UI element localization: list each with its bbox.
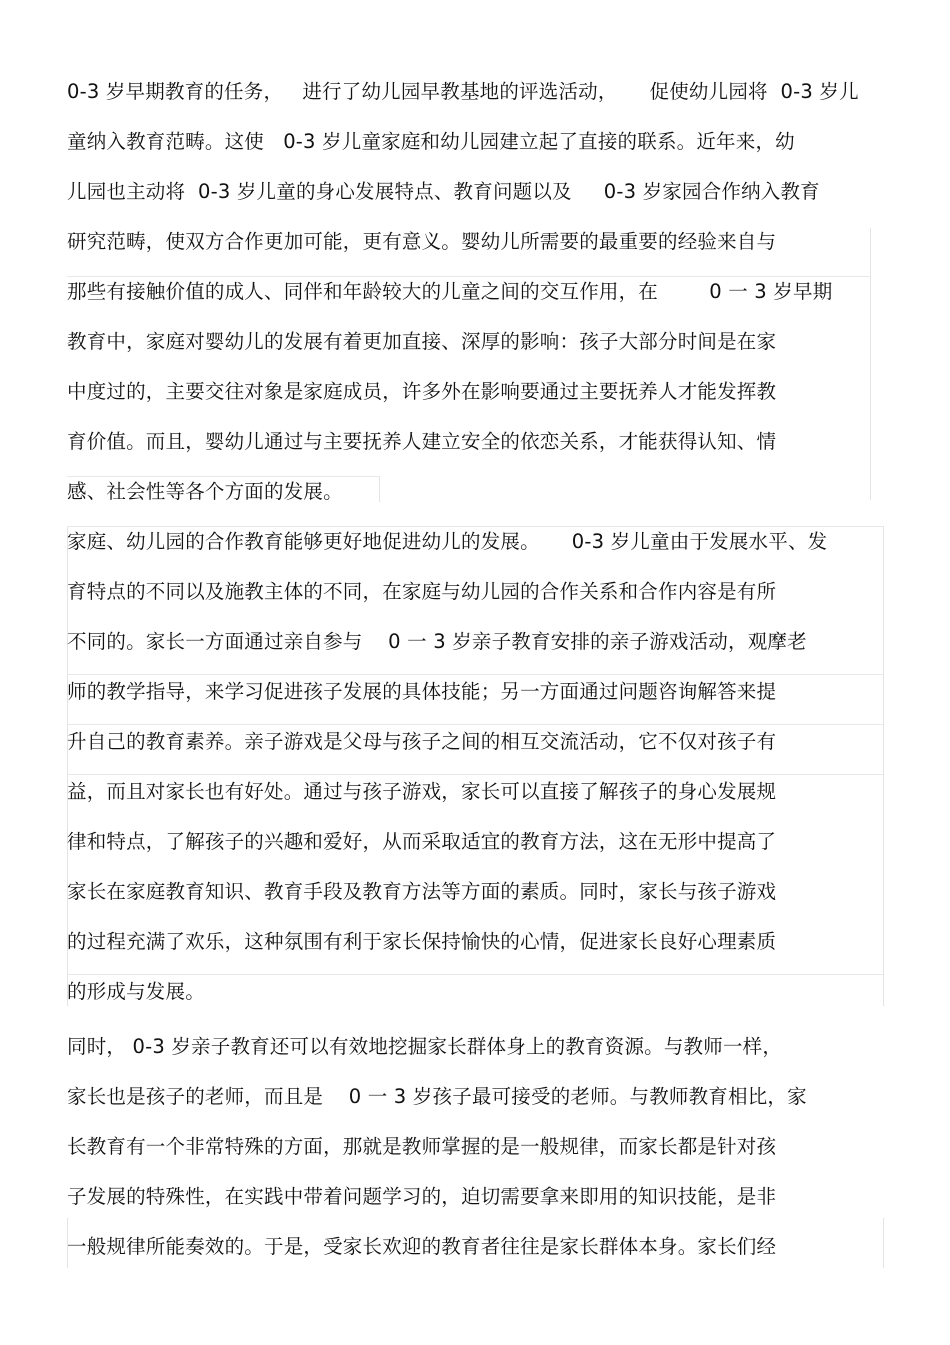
text-line: 同时， 0-3 岁亲子教育还可以有效地挖掘家长群体身上的教育资源。与教师一样， [67, 1035, 783, 1058]
text-line: 教育中，家庭对婴幼儿的发展有着更加直接、深厚的影响：孩子大部分时间是在家 [67, 330, 777, 353]
text-line: 的形成与发展。 [67, 980, 205, 1003]
text-line: 的过程充满了欢乐，这种氛围有利于家长保持愉快的心情，促进家长良好心理素质 [67, 930, 777, 953]
text-line: 不同的。家长一方面通过亲自参与 0 一 3 岁亲子教育安排的亲子游戏活动，观摩老 [67, 630, 807, 653]
text-line: 律和特点，了解孩子的兴趣和爱好，从而采取适宜的教育方法，这在无形中提高了 [67, 830, 777, 853]
text-line: 家长也是孩子的老师，而且是 0 一 3 岁孩子最可接受的老师。与教师教育相比，家 [67, 1085, 807, 1108]
scan-rule [67, 724, 883, 725]
text-line: 师的教学指导，来学习促进孩子发展的具体技能；另一方面通过问题咨询解答来提 [67, 680, 777, 703]
text-line: 0-3 岁早期教育的任务， 进行了幼儿园早教基地的评选活动， 促使幼儿园将 0-3 岁儿 [67, 80, 859, 103]
scan-rule [67, 526, 883, 527]
text-line: 长教育有一个非常特殊的方面，那就是教师掌握的是一般规律，而家长都是针对孩 [67, 1135, 777, 1158]
scan-rule [883, 1218, 884, 1268]
scan-rule [67, 276, 871, 277]
text-line: 升自己的教育素养。亲子游戏是父母与孩子之间的相互交流活动，它不仅对孩子有 [67, 730, 777, 753]
text-line: 中度过的，主要交往对象是家庭成员，许多外在影响要通过主要抚养人才能发挥教 [67, 380, 777, 403]
text-line: 研究范畴，使双方合作更加可能，更有意义。婴幼儿所需要的最重要的经验来自与 [67, 230, 777, 253]
scan-rule [67, 674, 883, 675]
text-line: 子发展的特殊性，在实践中带着问题学习的，迫切需要拿来即用的知识技能，是非 [67, 1185, 777, 1208]
text-line: 家庭、幼儿园的合作教育能够更好地促进幼儿的发展。 0-3 岁儿童由于发展水平、发 [67, 530, 828, 553]
text-line: 童纳入教育范畴。这使 0-3 岁儿童家庭和幼儿园建立起了直接的联系。近年来，幼 [67, 130, 795, 153]
scan-rule [67, 974, 883, 975]
text-line: 育特点的不同以及施教主体的不同，在家庭与幼儿园的合作关系和合作内容是有所 [67, 580, 777, 603]
scan-rule [67, 476, 379, 477]
text-line: 一般规律所能奏效的。于是，受家长欢迎的教育者往往是家长群体本身。家长们经 [67, 1235, 777, 1258]
scan-rule [883, 526, 884, 1006]
text-line: 那些有接触价值的成人、同伴和年龄较大的儿童之间的交互作用，在 0 一 3 岁早期 [67, 280, 833, 303]
text-line: 儿园也主动将 0-3 岁儿童的身心发展特点、教育问题以及 0-3 岁家园合作纳入教育 [67, 180, 820, 203]
text-line: 家长在家庭教育知识、教育手段及教育方法等方面的素质。同时，家长与孩子游戏 [67, 880, 777, 903]
scan-rule [67, 774, 883, 775]
scan-rule [870, 228, 871, 500]
text-line: 育价值。而且，婴幼儿通过与主要抚养人建立安全的依恋关系，才能获得认知、情 [67, 430, 777, 453]
text-line: 益，而且对家长也有好处。通过与孩子游戏，家长可以直接了解孩子的身心发展规 [67, 780, 777, 803]
scan-rule [379, 476, 380, 502]
text-line: 感、社会性等各个方面的发展。 [67, 480, 343, 503]
